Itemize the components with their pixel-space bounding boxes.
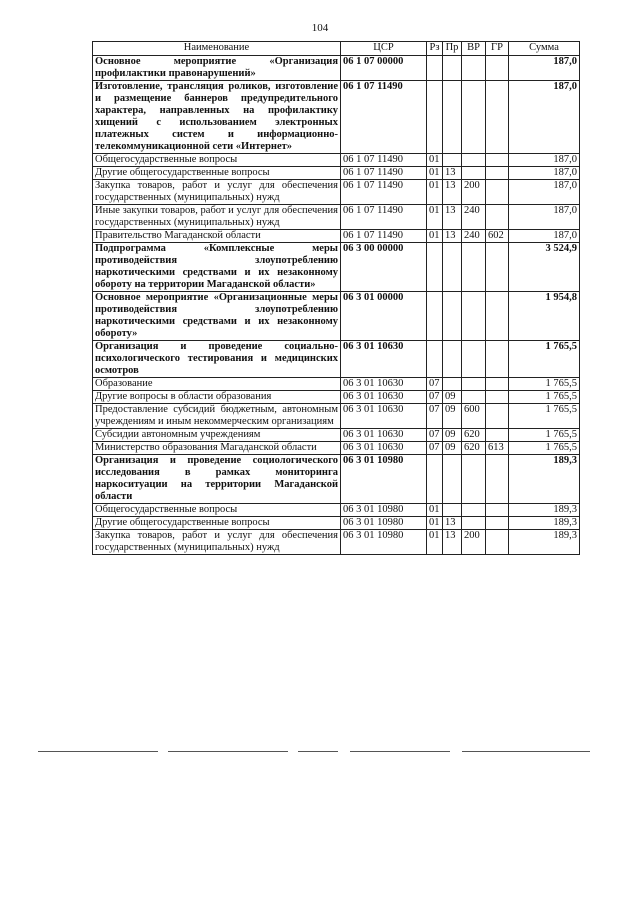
cell-pr: [443, 292, 462, 341]
budget-table: [92, 41, 580, 555]
cell-vr: [462, 504, 486, 517]
cell-sum: 187,0: [509, 154, 580, 167]
cell-gr: 613: [486, 442, 509, 455]
cell-rz: [427, 455, 443, 504]
footer-line: [298, 751, 338, 752]
cell-sum: 1 954,8: [509, 292, 580, 341]
cell-rz: 07: [427, 429, 443, 442]
header-pr: Пр: [443, 42, 462, 56]
cell-pr: 13: [443, 530, 462, 555]
table-row: [93, 56, 580, 81]
cell-gr: [486, 205, 509, 230]
cell-pr: [443, 81, 462, 154]
cell-rz: 01: [427, 530, 443, 555]
cell-pr: [443, 455, 462, 504]
cell-gr: [486, 378, 509, 391]
cell-pr: [443, 341, 462, 378]
cell-sum: 189,3: [509, 530, 580, 555]
table-row: [93, 378, 580, 391]
header-sum: Сумма: [509, 42, 580, 56]
table-row: [93, 81, 580, 154]
cell-sum: 187,0: [509, 167, 580, 180]
cell-vr: [462, 167, 486, 180]
cell-name: Министерство образования Магаданской области: [93, 442, 341, 455]
cell-rz: [427, 243, 443, 292]
cell-pr: 13: [443, 180, 462, 205]
cell-rz: 07: [427, 391, 443, 404]
cell-code: 06 3 01 10980: [341, 504, 427, 517]
cell-code: 06 3 01 10630: [341, 442, 427, 455]
table-row: [93, 205, 580, 230]
cell-pr: [443, 378, 462, 391]
header-gr: ГР: [486, 42, 509, 56]
cell-name: Предоставление субсидий бюджетным, автономным учреждениям и иным некоммерческим организациям: [93, 404, 341, 429]
cell-code: 06 1 07 11490: [341, 205, 427, 230]
cell-name: Образование: [93, 378, 341, 391]
cell-code: 06 3 01 10630: [341, 391, 427, 404]
table-row: [93, 404, 580, 429]
cell-gr: [486, 391, 509, 404]
cell-name: Другие общегосударственные вопросы: [93, 167, 341, 180]
cell-code: 06 3 01 00000: [341, 292, 427, 341]
cell-vr: [462, 154, 486, 167]
cell-vr: [462, 81, 486, 154]
cell-vr: 240: [462, 205, 486, 230]
cell-name: Изготовление, трансляция роликов, изготовление и размещение баннеров предупредительного характера, направленных на профилактику хищений с использованием электронных платежных систем и информационно-телекоммуникационной сети «Интернет»: [93, 81, 341, 154]
cell-rz: 01: [427, 180, 443, 205]
cell-sum: 189,3: [509, 455, 580, 504]
cell-rz: 01: [427, 504, 443, 517]
cell-sum: 189,3: [509, 504, 580, 517]
cell-sum: 1 765,5: [509, 442, 580, 455]
cell-pr: [443, 56, 462, 81]
cell-gr: [486, 341, 509, 378]
cell-code: 06 3 01 10630: [341, 404, 427, 429]
cell-code: 06 1 07 11490: [341, 167, 427, 180]
cell-rz: 01: [427, 517, 443, 530]
cell-name: Иные закупки товаров, работ и услуг для обеспечения государственных (муниципальных) нужд: [93, 205, 341, 230]
cell-sum: 187,0: [509, 205, 580, 230]
footer-line: [38, 751, 158, 752]
cell-gr: [486, 167, 509, 180]
table-row: [93, 530, 580, 555]
cell-pr: [443, 154, 462, 167]
cell-sum: 1 765,5: [509, 341, 580, 378]
cell-code: 06 3 01 10980: [341, 517, 427, 530]
cell-gr: [486, 56, 509, 81]
cell-sum: 187,0: [509, 56, 580, 81]
cell-rz: 01: [427, 205, 443, 230]
cell-vr: [462, 292, 486, 341]
cell-pr: [443, 504, 462, 517]
cell-gr: [486, 429, 509, 442]
cell-gr: 602: [486, 230, 509, 243]
cell-rz: [427, 292, 443, 341]
cell-code: 06 3 01 10630: [341, 341, 427, 378]
table-row: [93, 429, 580, 442]
cell-vr: [462, 391, 486, 404]
cell-sum: 1 765,5: [509, 429, 580, 442]
cell-vr: 240: [462, 230, 486, 243]
cell-vr: 600: [462, 404, 486, 429]
cell-code: 06 3 00 00000: [341, 243, 427, 292]
cell-sum: 187,0: [509, 81, 580, 154]
cell-vr: [462, 378, 486, 391]
cell-gr: [486, 517, 509, 530]
cell-name: Общегосударственные вопросы: [93, 154, 341, 167]
cell-rz: 07: [427, 378, 443, 391]
cell-code: 06 3 01 10630: [341, 429, 427, 442]
cell-name: Закупка товаров, работ и услуг для обеспечения государственных (муниципальных) нужд: [93, 530, 341, 555]
header-code: ЦСР: [341, 42, 427, 56]
table-row: [93, 391, 580, 404]
cell-name: Организация и проведение социологического исследования в рамках мониторинга наркоситуации на территории Магаданской области: [93, 455, 341, 504]
cell-pr: 09: [443, 391, 462, 404]
table-row: [93, 180, 580, 205]
cell-vr: [462, 56, 486, 81]
table-body: [93, 56, 580, 555]
cell-sum: 3 524,9: [509, 243, 580, 292]
footer-line: [168, 751, 288, 752]
cell-pr: 09: [443, 442, 462, 455]
cell-rz: 07: [427, 442, 443, 455]
cell-gr: [486, 504, 509, 517]
cell-code: 06 1 07 11490: [341, 230, 427, 243]
cell-rz: 07: [427, 404, 443, 429]
cell-vr: [462, 455, 486, 504]
cell-gr: [486, 180, 509, 205]
cell-vr: 200: [462, 180, 486, 205]
header-rz: Рз: [427, 42, 443, 56]
cell-name: Основное мероприятие «Организационные меры противодействия злоупотреблению наркотическими средствами и их незаконному обороту»: [93, 292, 341, 341]
table-row: [93, 455, 580, 504]
cell-rz: 01: [427, 230, 443, 243]
cell-name: Правительство Магаданской области: [93, 230, 341, 243]
cell-rz: [427, 81, 443, 154]
table-row: [93, 230, 580, 243]
cell-pr: 13: [443, 205, 462, 230]
cell-vr: [462, 517, 486, 530]
cell-code: 06 3 01 10980: [341, 530, 427, 555]
cell-vr: 620: [462, 442, 486, 455]
cell-pr: 13: [443, 167, 462, 180]
footer-line: [462, 751, 590, 752]
table-row: [93, 154, 580, 167]
cell-sum: 187,0: [509, 230, 580, 243]
cell-sum: 189,3: [509, 517, 580, 530]
cell-vr: 620: [462, 429, 486, 442]
cell-pr: 09: [443, 429, 462, 442]
cell-gr: [486, 530, 509, 555]
cell-name: Основное мероприятие «Организация профилактики правонарушений»: [93, 56, 341, 81]
cell-gr: [486, 292, 509, 341]
cell-code: 06 1 07 11490: [341, 180, 427, 205]
cell-name: Организация и проведение социально-психологического тестирования и медицинских осмотров: [93, 341, 341, 378]
cell-sum: 1 765,5: [509, 391, 580, 404]
table-row: [93, 442, 580, 455]
page-number: 104: [311, 22, 329, 34]
table-row: [93, 504, 580, 517]
cell-name: Закупка товаров, работ и услуг для обеспечения государственных (муниципальных) нужд: [93, 180, 341, 205]
cell-name: Другие общегосударственные вопросы: [93, 517, 341, 530]
cell-rz: 01: [427, 154, 443, 167]
cell-sum: 1 765,5: [509, 378, 580, 391]
cell-code: 06 3 01 10980: [341, 455, 427, 504]
cell-gr: [486, 81, 509, 154]
cell-code: 06 1 07 11490: [341, 154, 427, 167]
cell-gr: [486, 243, 509, 292]
cell-gr: [486, 404, 509, 429]
table-row: [93, 243, 580, 292]
cell-vr: [462, 341, 486, 378]
footer-line: [350, 751, 450, 752]
cell-code: 06 1 07 11490: [341, 81, 427, 154]
cell-code: 06 1 07 00000: [341, 56, 427, 81]
cell-name: Другие вопросы в области образования: [93, 391, 341, 404]
cell-name: Общегосударственные вопросы: [93, 504, 341, 517]
cell-pr: 13: [443, 230, 462, 243]
cell-rz: [427, 56, 443, 81]
cell-vr: [462, 243, 486, 292]
cell-name: Подпрограмма «Комплексные меры противодействия злоупотреблению наркотическими средствами и их незаконному обороту на территории Магаданской области»: [93, 243, 341, 292]
cell-gr: [486, 455, 509, 504]
table-row: [93, 292, 580, 341]
cell-sum: 1 765,5: [509, 404, 580, 429]
cell-gr: [486, 154, 509, 167]
table-row: [93, 517, 580, 530]
cell-pr: [443, 243, 462, 292]
cell-rz: [427, 341, 443, 378]
header-name: Наименование: [93, 42, 341, 56]
cell-rz: 01: [427, 167, 443, 180]
cell-pr: 13: [443, 517, 462, 530]
table-row: [93, 341, 580, 378]
cell-sum: 187,0: [509, 180, 580, 205]
table-header-row: [93, 42, 580, 56]
header-vr: ВР: [462, 42, 486, 56]
cell-name: Субсидии автономным учреждениям: [93, 429, 341, 442]
table-row: [93, 167, 580, 180]
cell-vr: 200: [462, 530, 486, 555]
cell-code: 06 3 01 10630: [341, 378, 427, 391]
cell-pr: 09: [443, 404, 462, 429]
